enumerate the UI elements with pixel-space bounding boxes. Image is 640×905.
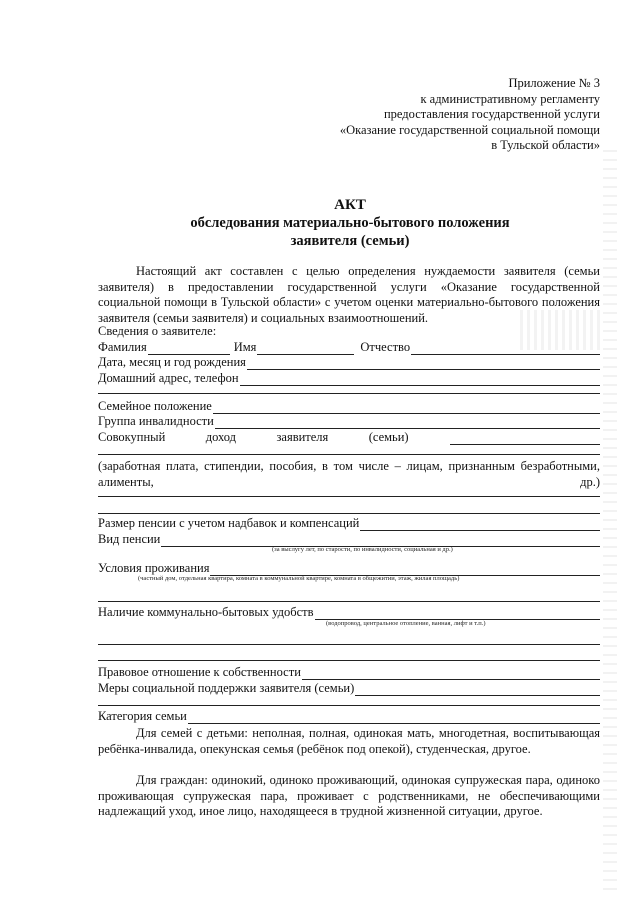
income-note-line-1[interactable]: [98, 496, 600, 497]
utilities-extra-line-2[interactable]: [98, 660, 600, 661]
address-field[interactable]: [240, 373, 600, 386]
income-field[interactable]: [450, 432, 600, 445]
property-field[interactable]: [302, 667, 600, 680]
utilities-hint: (водопровод, центральное отопление, ванная, лифт и т.п.): [326, 620, 486, 627]
pension-type-label: Вид пенсии: [98, 532, 161, 546]
applicant-info-label: Сведения о заявителе:: [98, 324, 217, 338]
address-label: Домашний адрес, телефон: [98, 371, 239, 385]
patronymic-label: Отчество: [360, 340, 411, 354]
title-subject: обследования материально-бытового положения: [190, 215, 510, 231]
families-note: Для семей с детьми: неполная, полная, одинокая мать, многодетная, воспитывающая ребёнка-инвалида, опекунская семья (ребёнок под опекой), студенческая, другое.: [98, 726, 600, 756]
category-field[interactable]: [188, 711, 600, 724]
applicant-info-heading: [98, 323, 600, 339]
appendix-line: «Оказание государственной социальной помощи: [339, 122, 600, 137]
name-row: [98, 339, 600, 355]
income-note-line-2[interactable]: [98, 513, 600, 514]
support-extra-line[interactable]: [98, 705, 600, 706]
pension-size-row: [98, 515, 600, 531]
utilities-row: [98, 604, 600, 620]
support-field[interactable]: [355, 683, 600, 696]
disability-row: [98, 413, 600, 429]
utilities-extra-line-1[interactable]: [98, 644, 600, 645]
appendix-line: к административному регламенту: [420, 91, 600, 106]
appendix-header: [340, 76, 600, 154]
category-label: Категория семьи: [98, 709, 187, 723]
property-row: [98, 664, 600, 680]
living-extra-line[interactable]: [98, 601, 600, 602]
income-label-1: Совокупный: [98, 430, 166, 444]
address-row: [98, 370, 600, 386]
title-act: АКТ: [334, 197, 366, 213]
income-note-end: др.): [580, 474, 600, 489]
title-subject-2: заявителя (семьи): [290, 233, 410, 249]
category-row: [98, 708, 600, 724]
living-label: Условия проживания: [98, 561, 210, 575]
support-label: Меры социальной поддержки заявителя (семьи): [98, 681, 355, 695]
disability-field[interactable]: [215, 416, 600, 429]
pension-type-row: [98, 531, 600, 547]
property-label: Правовое отношение к собственности: [98, 665, 301, 679]
document-title: [90, 196, 610, 250]
pension-size-label: Размер пенсии с учетом надбавок и компенсаций: [98, 516, 360, 530]
pension-type-hint: (за выслугу лет, по старости, по инвалидности, социальная и др.): [272, 546, 453, 553]
address-extra-line[interactable]: [98, 393, 600, 394]
family-status-row: [98, 398, 600, 414]
income-note-text: (заработная плата, стипендии, пособия, в том числе – лицам, признанным безработными, алименты,: [98, 459, 600, 489]
living-row: [98, 560, 600, 576]
scan-noise: [603, 150, 617, 890]
appendix-line: предоставления государственной услуги: [383, 107, 600, 121]
income-label-3: заявителя: [276, 430, 329, 444]
birth-row: [98, 354, 600, 370]
income-note: [98, 459, 600, 490]
income-label-4: (семьи): [368, 430, 409, 444]
birth-field[interactable]: [247, 357, 600, 370]
utilities-field[interactable]: [315, 607, 601, 620]
appendix-number: Приложение № 3: [508, 76, 600, 90]
name-label: Имя: [233, 340, 257, 354]
income-row: [98, 429, 600, 445]
income-label-2: доход: [205, 430, 237, 444]
intro-paragraph: Настоящий акт составлен с целью определения нуждаемости заявителя (семьи заявителя) в предоставлении государственной услуги «Оказание государственной социальной помощи в Тульской области» с учетом оценки материально-бытового положения заявителя (семьи заявителя) и социальных взаимоотношений.: [98, 264, 600, 325]
birth-label: Дата, месяц и год рождения: [98, 355, 246, 369]
utilities-label: Наличие коммунально-бытовых удобств: [98, 605, 314, 619]
family-status-label: Семейное положение: [98, 399, 212, 413]
citizens-note: Для граждан: одинокий, одиноко проживающий, одинокая супружеская пара, одиноко проживающая супружеская пара, проживает с родственниками, не обеспечивающими надлежащий уход, иное лицо, находящееся в трудной жизненной ситуации, другое.: [98, 773, 600, 818]
support-row: [98, 680, 600, 696]
pension-size-field[interactable]: [360, 518, 600, 531]
surname-label: Фамилия: [98, 340, 147, 354]
living-hint: (частный дом, отдельная квартира, комната в коммунальной квартире, комната в общежитии, этаж, жилая площадь): [138, 575, 460, 582]
disability-label: Группа инвалидности: [98, 414, 214, 428]
income-extra-line[interactable]: [98, 454, 600, 455]
appendix-line: в Тульской области»: [491, 138, 600, 152]
